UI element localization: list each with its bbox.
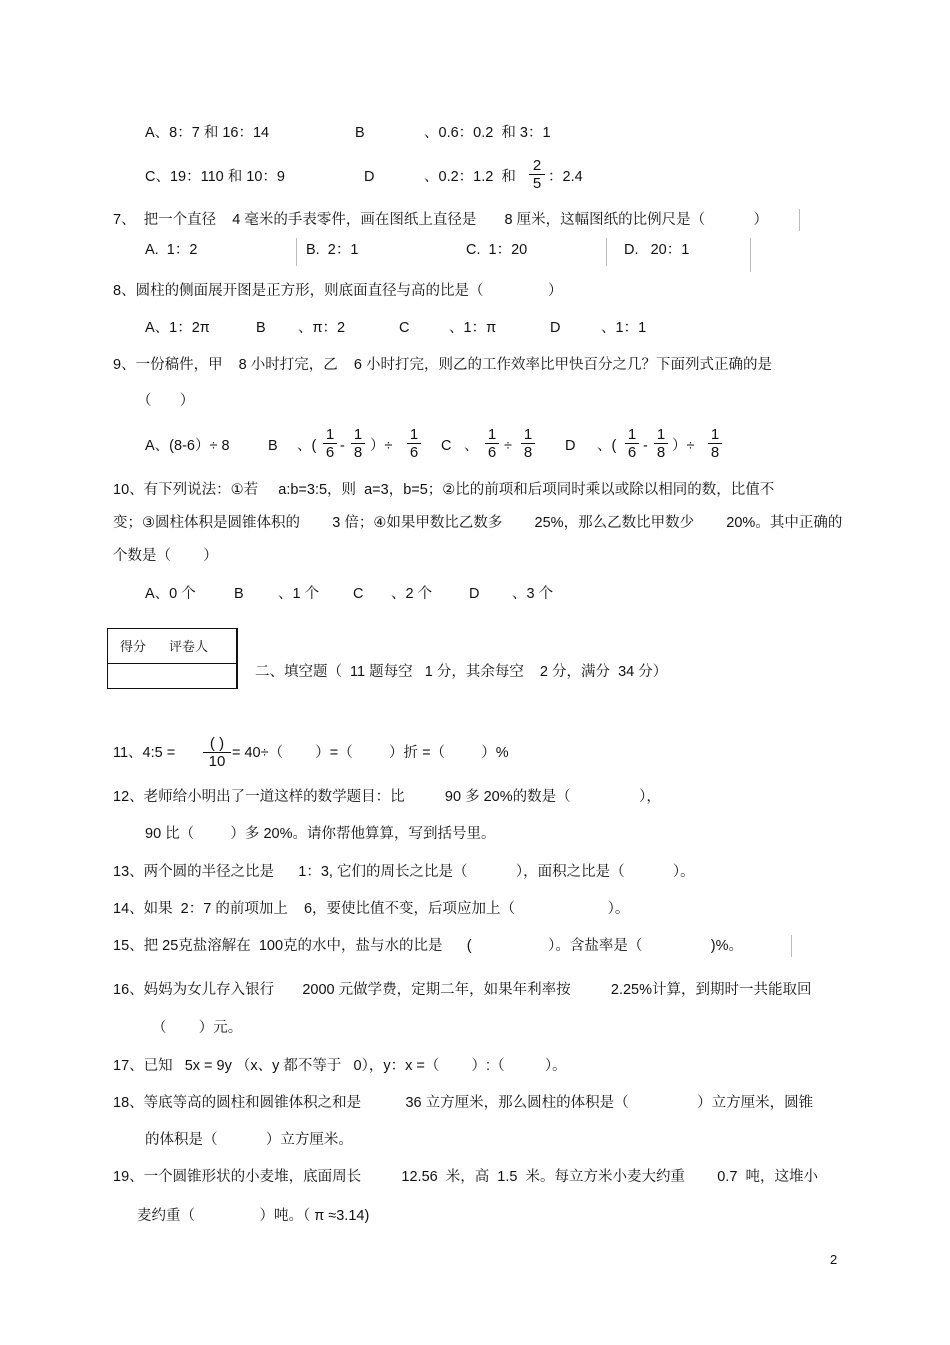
q9-option-c-div: ÷ — [504, 438, 512, 454]
q8-option-d-letter: D — [550, 320, 561, 336]
q9-d-fraction-1-8: 1 8 — [655, 426, 667, 461]
q8-option-a: A、1：2π — [145, 320, 210, 336]
q9-option-b-letter: B — [268, 438, 278, 454]
q9-b-fraction-1-6-divisor: 1 6 — [408, 426, 420, 461]
section-2-heading: 二、填空题（ 11 题每空 1 分，其余每空 2 分，满分 34 分） — [255, 664, 668, 680]
q10-option-b-letter: B — [234, 586, 244, 602]
q8-stem: 8、圆柱的侧面展开图是正方形，则底面直径与高的比是（ ） — [113, 283, 563, 299]
q8-option-c: 、1：π — [449, 320, 497, 336]
q6-option-d-pre: 、0.2：1.2 和 — [424, 169, 516, 185]
fraction-numerator: ( ) — [209, 735, 225, 752]
q10-line-1: 10、有下列说法：①若 a:b=3:5，则 a=3，b=5；②比的前项和后项同时乘以或除以相同的数，比值不 — [113, 482, 775, 498]
q12-line-2: 90 比（ ）多 20%。请你帮他算算，写到括号里。 — [145, 826, 496, 842]
q9-option-b-minus: - — [340, 438, 345, 454]
q6-option-a: A、8：7 和 16：14 — [145, 125, 270, 141]
q6-option-b-letter: B — [355, 125, 365, 141]
q14: 14、如果 2：7 的前项加上 6，要使比值不变，后项应加上（ ）。 — [113, 901, 630, 917]
q12-line-1: 12、老师给小明出了一道这样的数学题目：比 90 多 20%的数是（ ）， — [113, 789, 661, 805]
q9-d-fraction-1-8-divisor: 1 8 — [709, 426, 721, 461]
q8-option-b: 、π：2 — [298, 320, 346, 336]
q9-option-b-pre: 、( — [297, 438, 317, 454]
fraction-denominator: 5 — [532, 175, 542, 192]
q15: 15、把 25克盐溶解在 100克的水中，盐与水的比是 ( ）。含盐率是（ )%。 — [113, 938, 744, 954]
grader-label: 评卷人 — [169, 639, 209, 654]
score-label: 得分 — [120, 639, 147, 654]
q6-option-c: C、19：110 和 10：9 — [145, 169, 285, 185]
q19-line-2: 麦约重（ ）吨。（ π ≈3.14) — [137, 1208, 370, 1224]
q6-option-d-fraction — [530, 157, 544, 192]
q10-option-c-letter: C — [353, 586, 364, 602]
q9-option-d-minus: - — [643, 438, 648, 454]
q9-b-fraction-1-6: 1 6 — [324, 426, 336, 461]
q7-option-a: A. 1：2 — [145, 242, 198, 258]
page-number: 2 — [830, 1252, 838, 1267]
q11-pre: 11、4:5 = — [113, 745, 176, 761]
q9-d-fraction-1-6: 1 6 — [626, 426, 638, 461]
q16-line-1: 16、妈妈为女儿存入银行 2000 元做学费，定期二年，如果年利率按 2.25%计算，到期时一共能取回 — [113, 982, 812, 998]
q8-option-d: 、1：1 — [601, 320, 647, 336]
q9-c-fraction-1-8: 1 8 — [522, 426, 534, 461]
q9-option-d-letter: D — [565, 438, 576, 454]
q9-answer-paren: （ ） — [137, 393, 195, 409]
q9-option-c-letter: C — [441, 438, 452, 454]
q18-line-2: 的体积是（ ）立方厘米。 — [145, 1132, 353, 1148]
q7-option-b: B. 2：1 — [306, 242, 359, 258]
q7-option-d: D. 20：1 — [624, 242, 690, 258]
q16-line-2: （ ）元。 — [152, 1020, 243, 1036]
q9-b-fraction-1-8: 1 8 — [352, 426, 364, 461]
q9-c-fraction-1-6: 1 6 — [486, 426, 498, 461]
q7-stem: 7、 把一个直径 4 毫米的手表零件，画在图纸上直径是 8 厘米，这幅图纸的比例尺是（ ） — [113, 212, 768, 228]
q11-fraction — [204, 735, 230, 770]
q10-option-d-letter: D — [469, 586, 480, 602]
fraction-numerator: 2 — [532, 157, 542, 174]
q10-option-b: 、1 个 — [278, 586, 320, 602]
q10-option-d: 、3 个 — [512, 586, 554, 602]
q9-option-d-pre: 、( — [597, 438, 617, 454]
q8-option-c-letter: C — [399, 320, 410, 336]
q10-option-a: A、0 个 — [145, 586, 196, 602]
q6-option-d-letter: D — [364, 169, 375, 185]
fraction-denominator: 10 — [208, 753, 226, 770]
q6-option-d-post: ：2.4 — [548, 169, 583, 185]
q10-option-c: 、2 个 — [391, 586, 433, 602]
q9-option-a: A、(8-6）÷ 8 — [145, 438, 230, 454]
q17: 17、已知 5x = 9y （x、y 都不等于 0），y：x =（ ）:（ ）。 — [113, 1058, 567, 1074]
q10-line-3: 个数是（ ） — [113, 548, 218, 564]
q9-option-c-pre: 、 — [464, 438, 479, 454]
q9-option-d-mid: ）÷ — [672, 438, 695, 454]
q18-line-1: 18、等底等高的圆柱和圆锥体积之和是 36 立方厘米，那么圆柱的体积是（ ）立方厘米，圆锥 — [113, 1095, 814, 1111]
q7-option-c: C. 1：20 — [466, 242, 528, 258]
q9-stem: 9、一份稿件，甲 8 小时打完，乙 6 小时打完，则乙的工作效率比甲快百分之几？下面列式正确的是 — [113, 357, 772, 373]
q11-post: = 40÷（ ）=（ ）折 =（ ）% — [232, 745, 509, 761]
q10-line-2: 变；③圆柱体积是圆锥体积的 3 倍；④如果甲数比乙数多 25%，那么乙数比甲数少 20%。其中正确的 — [113, 515, 843, 531]
q19-line-1: 19、一个圆锥形状的小麦堆，底面周长 12.56 米，高 1.5 米。每立方米小麦大约重 0.7 吨，这堆小 — [113, 1169, 818, 1185]
q9-option-b-mid: ）÷ — [370, 438, 393, 454]
q8-option-b-letter: B — [256, 320, 266, 336]
q6-option-b: 、0.6：0.2 和 3：1 — [424, 125, 551, 141]
score-box — [107, 628, 238, 689]
q13: 13、两个圆的半径之比是 1：3, 它们的周长之比是（ ），面积之比是（ ）。 — [113, 864, 695, 880]
